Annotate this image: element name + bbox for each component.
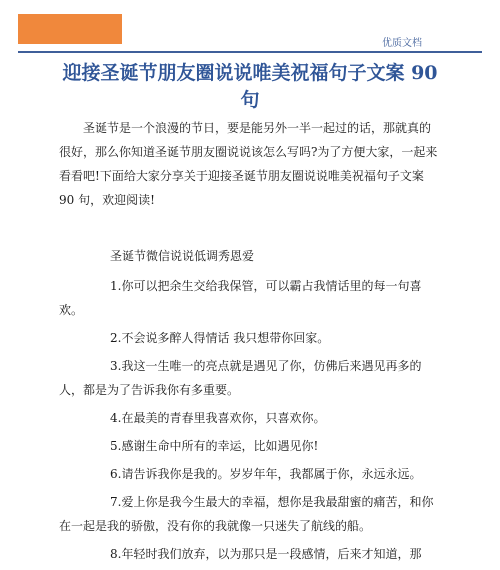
section-heading: 圣诞节微信说说低调秀恩爱 bbox=[110, 249, 255, 263]
list-item: 3.我这一生唯一的亮点就是遇见了你，仿佛后来遇见再多的人，都是为了告诉我你有多重要。 bbox=[59, 359, 422, 397]
list-item: 6.请告诉我你是我的。岁岁年年，我都属于你，永远永远。 bbox=[110, 467, 422, 481]
list-item: 2.不会说多醉人得情话 我只想带你回家。 bbox=[110, 331, 330, 345]
list-item: 4.在最美的青春里我喜欢你，只喜欢你。 bbox=[110, 411, 326, 425]
intro-paragraph: 圣诞节是一个浪漫的节日，要是能另外一半一起过的话，那就真的很好，那么你知道圣诞节朋友圈说说该怎么写吗?为了方便大家，一起来看看吧!下面给大家分享关于迎接圣诞节朋友圈说说唯美祝福句子文案 90 句，欢迎阅读! bbox=[59, 121, 438, 207]
quote-list bbox=[59, 274, 439, 570]
list-item: 1.你可以把余生交给我保管，可以霸占我情话里的每一句喜欢。 bbox=[59, 279, 422, 317]
document-title: 迎接圣诞节朋友圈说说唯美祝福句子文案 90 句 bbox=[62, 62, 438, 111]
header-label: 优质文档 bbox=[382, 38, 422, 49]
header-accent-block bbox=[18, 14, 122, 44]
list-item: 8.年轻时我们放弃，以为那只是一段感情，后来才知道，那 bbox=[110, 547, 422, 561]
list-item: 7.爱上你是我今生最大的幸福，想你是我最甜蜜的痛苦，和你在一起是我的骄傲，没有你的我就像一只迷失了航线的船。 bbox=[59, 495, 434, 533]
list-item: 5.感谢生命中所有的幸运，比如遇见你! bbox=[110, 439, 319, 453]
header-divider bbox=[18, 51, 482, 53]
